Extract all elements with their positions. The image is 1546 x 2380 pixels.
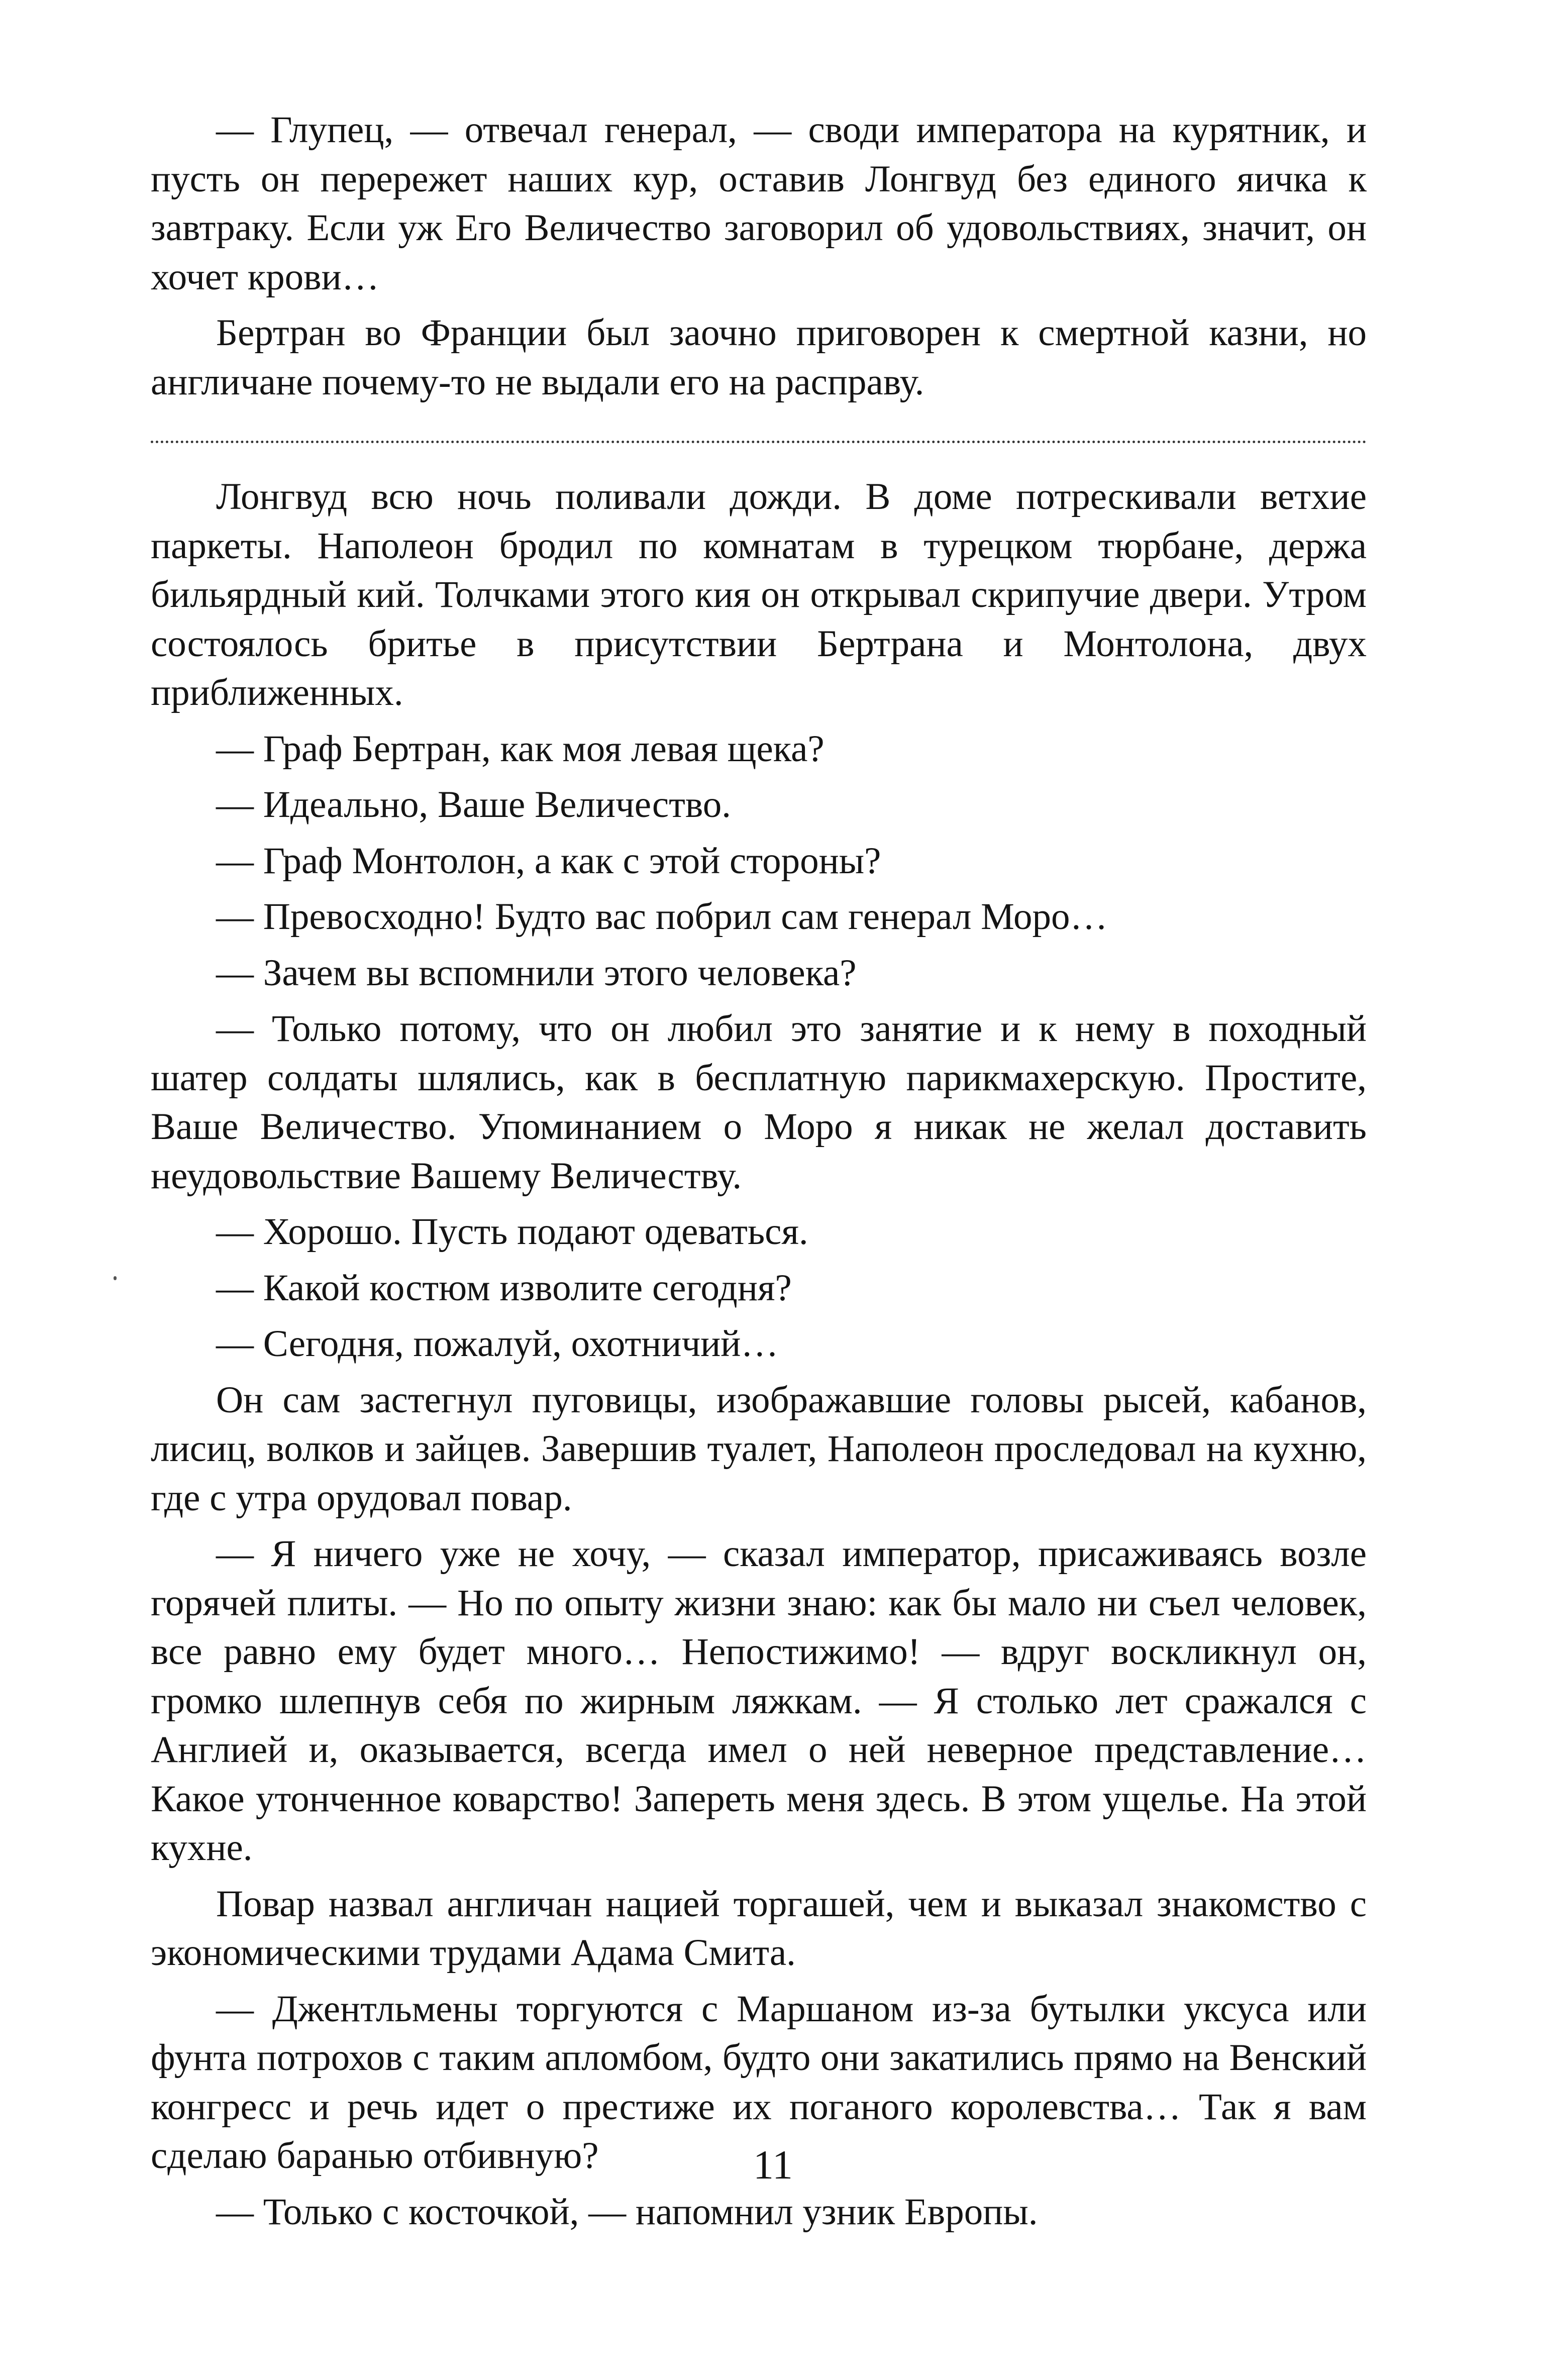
paragraph: — Джентльмены торгуются с Маршаном из-за бутылки уксуса или фунта потрохов с таким апломбом, будто они закатились прямо на Венский конгресс и речь идет о престиже их поганого королевства… Так я вам сделаю баранью отбивную?: [151, 1988, 1367, 2177]
paragraph: Повар назвал англичан нацией торгашей, чем и выказал знакомство с экономическими трудами Адама Смита.: [151, 1883, 1367, 1974]
paragraph: — Сегодня, пожалуй, охотничий…: [216, 1323, 779, 1365]
paragraph: — Граф Бертран, как моя левая щека?: [216, 728, 824, 770]
paragraph: — Я ничего уже не хочу, — сказал император, присаживаясь возле горячей плиты. — Но по опыту жизни знаю: как бы мало ни съел человек, все равно ему будет много… Непостижимо! — вдруг воскликнул он, громко шлепнув себя по жирным ляжкам. — Я столько лет сражался с Англией и, оказывается, всегда имел о ней неверное представление… Какое утонченное коварство! Запереть меня здесь. В этом ущелье. На этой кухне.: [151, 1533, 1367, 1869]
paragraph: — Только потому, что он любил это занятие и к нему в походный шатер солдаты шлялись, как в бесплатную парикмахерскую. Простите, Ваше Величество. Упоминанием о Моро я никак не желал доставить неудовольствие Вашему Величеству.: [151, 1008, 1367, 1197]
scan-speck: [114, 1276, 117, 1280]
page-body: [151, 106, 1367, 2243]
section-separator: [151, 441, 1367, 443]
paragraph: Бертран во Франции был заочно приговорен к смертной казни, но англичане почему-то не выдали его на расправу.: [151, 312, 1367, 403]
paragraph: Лонгвуд всю ночь поливали дожди. В доме потрескивали ветхие паркеты. Наполеон бродил по комнатам в турецком тюрбане, держа бильярдный кий. Толчками этого кия он открывал скрипучие двери. Утром состоялось бритье в присутствии Бертрана и Монтолона, двух приближенных.: [151, 476, 1367, 713]
paragraph: — Зачем вы вспомнили этого человека?: [216, 952, 857, 994]
paragraph: Он сам застегнул пуговицы, изображавшие головы рысей, кабанов, лисиц, волков и зайцев. Завершив туалет, Наполеон проследовал на кухню, где с утра орудовал повар.: [151, 1379, 1367, 1519]
paragraph: — Граф Монтолон, а как с этой стороны?: [216, 840, 881, 882]
paragraph: — Только с косточкой, — напомнил узник Европы.: [216, 2191, 1038, 2233]
paragraph: — Какой костюм изволите сегодня?: [216, 1267, 792, 1309]
paragraph: — Хорошо. Пусть подают одеваться.: [216, 1211, 808, 1253]
paragraph: — Идеально, Ваше Величество.: [216, 784, 732, 825]
page-number: 11: [753, 2142, 793, 2188]
paragraph: — Превосходно! Будто вас побрил сам генерал Моро…: [216, 896, 1108, 938]
paragraph: — Глупец, — отвечал генерал, — своди императора на курятник, и пусть он перережет наших кур, оставив Лонгвуд без единого яичка к завтраку. Если уж Его Величество заговорил об удовольствиях, значит, он хочет крови…: [151, 109, 1367, 298]
